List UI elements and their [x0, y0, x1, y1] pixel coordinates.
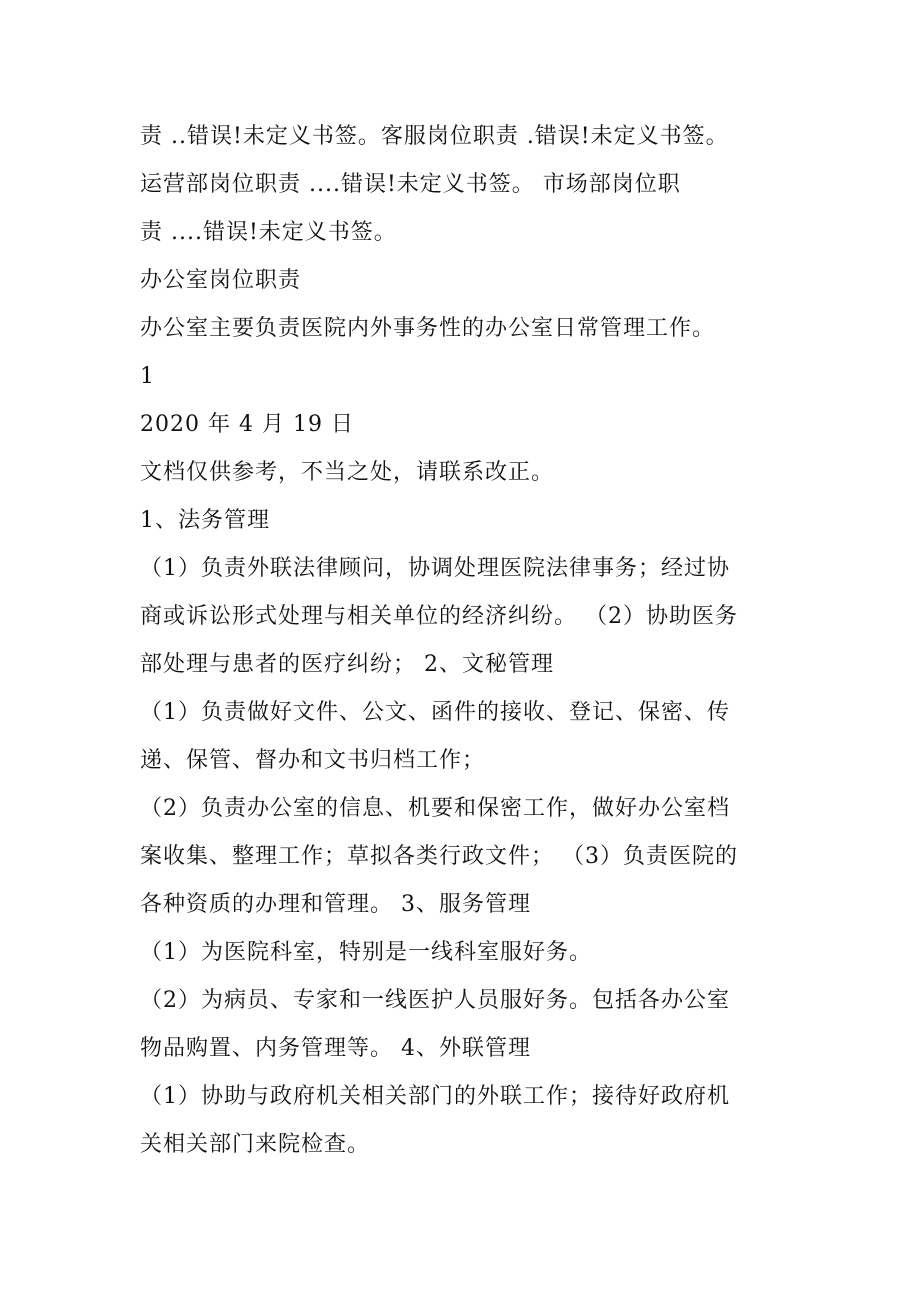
- body-line: 递、保管、督办和文书归档工作；: [140, 748, 486, 773]
- body-line: （2）为病员、专家和一线医护人员服好务。包括各办公室: [140, 988, 730, 1013]
- body-line: （2）负责办公室的信息、机要和保密工作，做好办公室档: [140, 796, 730, 821]
- disclaimer-note: 文档仅供参考，不当之处，请联系改正。: [140, 460, 555, 485]
- body-line: 物品购置、内务管理等。 4、外联管理: [140, 1036, 531, 1061]
- body-line: 关相关部门来院检查。: [140, 1132, 371, 1157]
- section-intro: 办公室主要负责医院内外事务性的办公室日常管理工作。: [140, 316, 716, 341]
- toc-line-1: 责 ..错误!未定义书签。客服岗位职责 .错误!未定义书签。: [140, 124, 729, 149]
- body-line: （1）为医院科室，特别是一线科室服好务。: [140, 940, 592, 965]
- document-date: 2020 年 4 月 19 日: [140, 412, 354, 437]
- document-page: [140, 113, 790, 1169]
- page-number: 1: [140, 364, 155, 389]
- body-line: 案收集、整理工作；草拟各类行政文件； （3）负责医院的: [140, 844, 738, 869]
- body-line: （1）负责外联法律顾问，协调处理医院法律事务；经过协: [140, 556, 730, 581]
- body-line: （1）负责做好文件、公文、函件的接收、登记、保密、传: [140, 700, 730, 725]
- body-line: （1）协助与政府机关相关部门的外联工作；接待好政府机: [140, 1084, 730, 1109]
- body-line: 商或诉讼形式处理与相关单位的经济纠纷。 （2）协助医务: [140, 604, 738, 629]
- body-line: 各种资质的办理和管理。 3、服务管理: [140, 892, 531, 917]
- section-heading: 办公室岗位职责: [140, 268, 302, 293]
- toc-line-2: 运营部岗位职责 ....错误!未定义书签。 市场部岗位职: [140, 172, 681, 197]
- item-heading-legal: 1、法务管理: [140, 508, 270, 533]
- body-line: 部处理与患者的医疗纠纷； 2、文秘管理: [140, 652, 554, 677]
- toc-line-3: 责 ....错误!未定义书签。: [140, 220, 397, 245]
